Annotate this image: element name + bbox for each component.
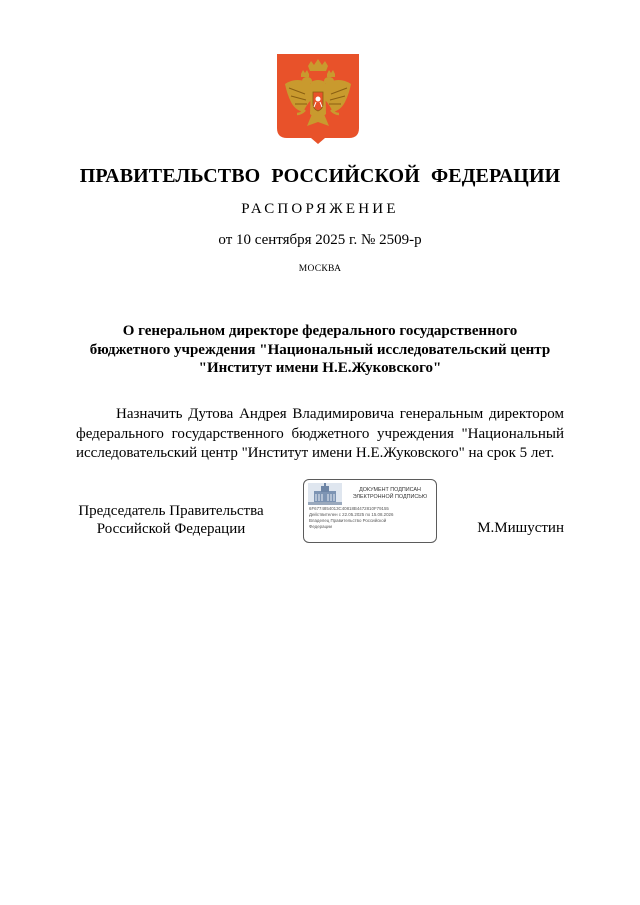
subject-line: О генеральном директоре федерального государственного xyxy=(122,323,518,339)
government-title: ПРАВИТЕЛЬСТВО РОССИЙСКОЙ ФЕДЕРАЦИИ xyxy=(79,165,561,187)
document-city: МОСКВА xyxy=(298,264,342,274)
signatory-position xyxy=(76,502,266,538)
document-subject xyxy=(60,322,580,378)
stamp-title-line: ЭЛЕКТРОННОЙ ПОДПИСЬЮ xyxy=(352,494,428,500)
stamp-title xyxy=(344,487,436,501)
document-type: РАСПОРЯЖЕНИЕ xyxy=(241,201,399,217)
stamp-certificate: 6F6774854013C40818B4472810F79155 xyxy=(309,506,389,511)
signatory-name: М.Мишустин xyxy=(477,520,564,536)
government-building-icon xyxy=(308,483,342,505)
coat-of-arms-emblem xyxy=(277,54,359,144)
electronic-signature-stamp xyxy=(303,479,437,543)
stamp-owner: Владелец Правительство Российской xyxy=(309,518,387,523)
position-line: Российской Федерации xyxy=(96,521,246,537)
document-body xyxy=(76,405,564,464)
stamp-title-line: ДОКУМЕНТ ПОДПИСАН xyxy=(359,487,421,493)
body-paragraph: Назначить Дутова Андрея Владимировича генеральным директором федерального государственного бюджетного учреждения "Национальный исследовательский центр "Институт имени Н.Е.Жуковского" на срок 5 лет. xyxy=(76,406,564,461)
document-date-number: от 10 сентября 2025 г. № 2509-р xyxy=(218,232,422,248)
subject-line: бюджетного учреждения "Национальный исследовательский центр xyxy=(89,341,551,358)
stamp-details xyxy=(309,506,435,530)
stamp-validity: Действителен с 22.05.2025 по 15.08.2026 xyxy=(309,512,394,517)
subject-line: "Институт имени Н.Е.Жуковского" xyxy=(198,360,442,376)
position-line: Председатель Правительства xyxy=(78,503,264,519)
stamp-owner: Федерации xyxy=(309,524,332,529)
